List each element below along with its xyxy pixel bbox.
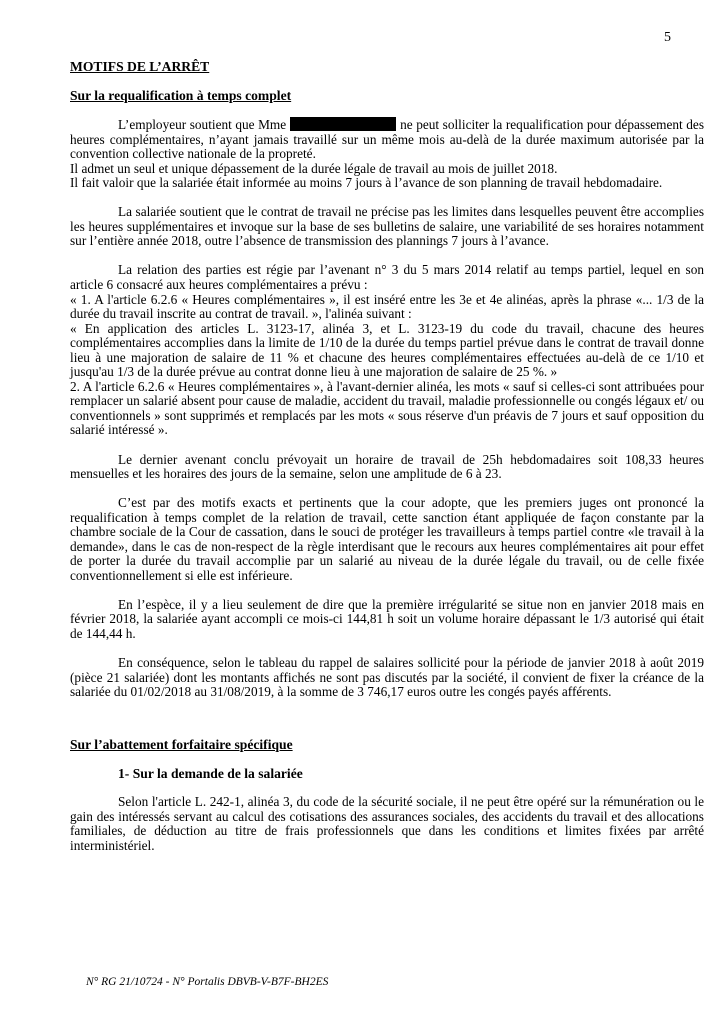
paragraph-relation: La relation des parties est régie par l’avenant n° 3 du 5 mars 2014 relatif au temps partiel, lequel en son article 6 consacré aux heures complémentaires a prévu : xyxy=(70,262,704,293)
subsection-title-employee-request: 1- Sur la demande de la salariée xyxy=(118,765,303,781)
section-title-requalification: Sur la requalification à temps complet xyxy=(70,87,292,103)
paragraph-employer-claims xyxy=(70,117,704,162)
footer-case-reference: N° RG 21/10724 - N° Portalis DBVB-V-B7F-BH2ES xyxy=(86,976,329,988)
redacted-name-block xyxy=(290,117,396,131)
section-title-abattement: Sur l’abattement forfaitaire spécifique xyxy=(70,737,293,753)
page-number: 5 xyxy=(664,30,671,45)
main-heading: MOTIFS DE L’ARRÊT xyxy=(70,59,210,74)
paragraph-consequence: En conséquence, selon le tableau du rappel de salaires sollicité pour la période de janvier 2018 à août 2019 (pièce 21 salariée) dont les montants affichés ne sont pas discutés par la société, il convient de fixer la créance de la salariée du 01/02/2018 au 31/08/2019, à la somme de 3 746,17 euros outre les congés payés afférents. xyxy=(70,655,704,700)
paragraph-last-amendment: Le dernier avenant conclu prévoyait un horaire de travail de 25h hebdomadaires soit 108,33 heures mensuelles et les horaires des jours de la semaine, selon une amplitude de 6 à 23. xyxy=(70,451,704,482)
document-body xyxy=(70,60,704,853)
paragraph-text: L’employeur soutient que Mme xyxy=(118,117,287,133)
paragraph-text: ne peut solliciter la requalification pour dépassement des heures complémentaires, n’ayant jamais travaillé sur un même mois au-delà de la durée maximum autorisée par la convention collective nationale de la propreté. xyxy=(70,117,704,162)
paragraph-court-reasoning: C’est par des motifs exacts et pertinents que la cour adopte, que les premiers juges ont prononcé la requalification à temps complet de la relation de travail, cette sanction étant appliquée de façon constante par la chambre sociale de la Cour de cassation, dans le souci de protéger les travailleurs à temps partiel contre «le travail à la demande», dans le cas de non-respect de la règle interdisant que le recours aux heures complémentaires ait pour effet de porter la durée du travail accomplie par un salarié au niveau de la durée légale du travail, ou de celle fixée conventionnellement si elle est inférieure. xyxy=(70,495,704,583)
paragraph-line: Il admet un seul et unique dépassement de la durée légale de travail au mois de juillet 2018. xyxy=(70,160,558,176)
paragraph-employee-claims: La salariée soutient que le contrat de travail ne précise pas les limites dans lesquelles peuvent être accomplies les heures supplémentaires et invoque sur la base de ses bulletins de salaire, une variabilité de ses horaires notamment sur l’entière année 2018, outre l’absence de transmission des plannings 7 jours à l’avance. xyxy=(70,204,704,249)
quote-application: « En application des articles L. 3123-17, alinéa 3, et L. 3123-19 du code du travail, chacune des heures complémentaires accomplies dans la limite de 1/10 de la durée du temps partiel prévue dans le contrat de travail donne lieu à une majoration de salaire de 11 % et chacune des heures complémentaires effectuées au-delà de ce 1/10 et jusqu'au 1/3 de la durée prévue au contrat donne lieu à une majoration de salaire de 25 %. » xyxy=(70,320,704,380)
paragraph-line: Il fait valoir que la salariée était informée au moins 7 jours à l’avance de son planning de travail hebdomadaire. xyxy=(70,175,663,191)
paragraph-first-irregularity: En l’espèce, il y a lieu seulement de dire que la première irrégularité se situe non en janvier 2018 mais en février 2018, la salariée ayant accompli ce mois-ci 144,81 h soit un volume horaire dépassant le 1/3 autorisé qui était de 144,44 h. xyxy=(70,596,704,641)
paragraph-article-l242: Selon l'article L. 242-1, alinéa 3, du code de la sécurité sociale, il ne peut être opéré sur la rémunération ou le gain des intéressés servant au calcul des cotisations des assurances sociales, des accidents du travail et des allocations familiales, de déduction au titre de frais professionnels que dans les conditions et limites fixées par arrêté interministériel. xyxy=(70,794,704,853)
quote-article-2: 2. A l'article 6.2.6 « Heures complémentaires », à l'avant-dernier alinéa, les mots « sauf si celles-ci sont attribuées pour remplacer un salarié absent pour cause de maladie, accident du travail, maladie professionnelle ou congés légaux et/ ou conventionnels » sont supprimés et remplacés par les mots « sous réserve d'un préavis de 7 jours et sauf opposition du salarié intéressé ». xyxy=(70,378,704,438)
quote-article-1: « 1. A l'article 6.2.6 « Heures complémentaires », il est inséré entre les 3e et 4e alinéas, après la phrase «... 1/3 de la durée du travail inscrite au contrat de travail. », l'alinéa suivant : xyxy=(70,291,704,322)
